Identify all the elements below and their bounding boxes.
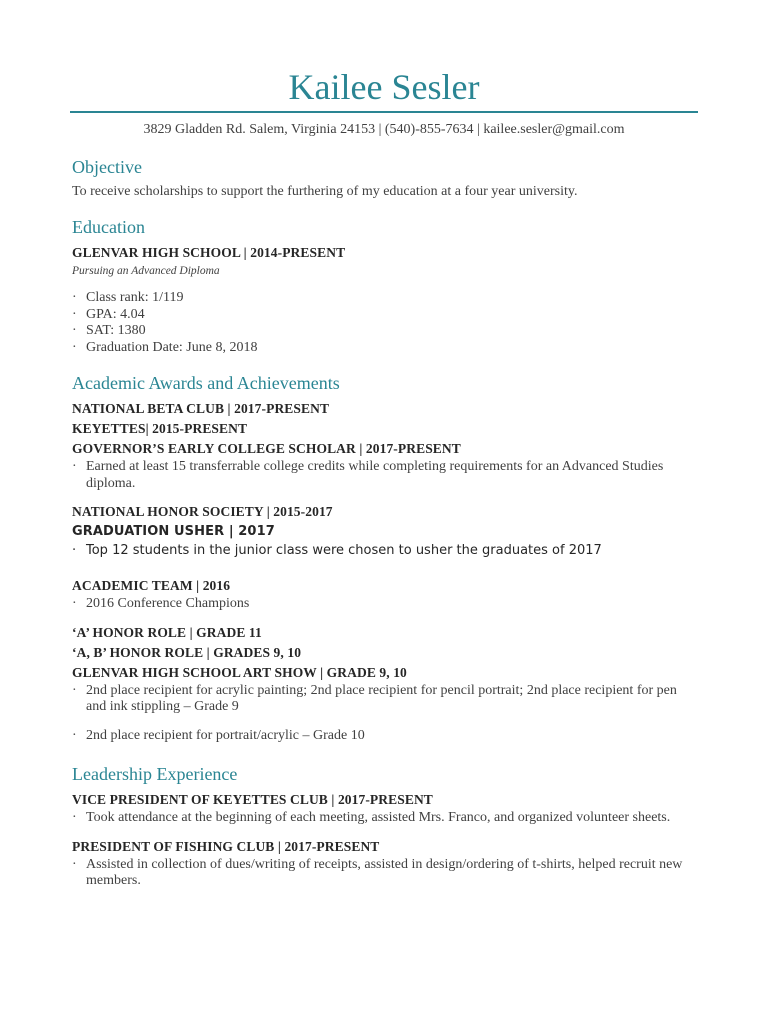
diploma-note: Pursuing an Advanced Diploma [72, 265, 220, 277]
academic-team-details [72, 596, 700, 613]
governor-details [72, 459, 700, 492]
list-item: · GPA: 4.04 [72, 307, 700, 324]
header-divider [70, 111, 698, 113]
awards-heading: Academic Awards and Achievements [72, 373, 340, 393]
award-title: KEYETTES| 2015-PRESENT [72, 421, 248, 436]
award-title: NATIONAL HONOR SOCIETY | 2015-2017 [72, 504, 333, 519]
vp-details [72, 810, 700, 827]
resume-body [72, 155, 700, 890]
role-title: VICE PRESIDENT OF KEYETTES CLUB | 2017-PRESENT [72, 792, 433, 807]
award-title: GRADUATION USHER | 2017 [72, 524, 275, 539]
award-title: GLENVAR HIGH SCHOOL ART SHOW | GRADE 9, 10 [72, 664, 407, 680]
list-item: · Earned at least 15 transferrable college credits while completing requirements for an Advanced Studies diploma. [72, 459, 700, 492]
school-title: GLENVAR HIGH SCHOOL | 2014-PRESENT [72, 245, 346, 260]
art-show-details [72, 683, 700, 745]
award-title: GOVERNOR’S EARLY COLLEGE SCHOLAR | 2017-PRESENT [72, 441, 461, 456]
list-item: · Graduation Date: June 8, 2018 [72, 340, 700, 357]
list-item: · SAT: 1380 [72, 323, 700, 340]
award-title: ‘A, B’ HONOR ROLE | GRADES 9, 10 [72, 644, 302, 660]
list-item: · 2nd place recipient for acrylic painting; 2nd place recipient for pencil portrait; 2nd place recipient for pen and ink stippling – Grade 9 [72, 683, 700, 716]
objective-heading: Objective [72, 157, 142, 177]
award-title: ACADEMIC TEAM | 2016 [72, 578, 231, 593]
leadership-heading: Leadership Experience [72, 764, 238, 784]
list-item: · 2nd place recipient for portrait/acrylic – Grade 10 [72, 728, 700, 745]
contact-line: 3829 Gladden Rd. Salem, Virginia 24153 | (540)-855-7634 | kailee.sesler@gmail.com [143, 122, 625, 137]
list-item: · Top 12 students in the junior class were chosen to usher the graduates of 2017 [72, 542, 700, 560]
fishing-details [72, 857, 700, 890]
education-list [72, 290, 700, 356]
education-heading: Education [72, 217, 145, 237]
list-item: · Took attendance at the beginning of each meeting, assisted Mrs. Franco, and organized volunteer sheets. [72, 810, 700, 827]
list-item: · Class rank: 1/119 [72, 290, 700, 307]
role-title: PRESIDENT OF FISHING CLUB | 2017-PRESENT [72, 838, 380, 854]
award-title: NATIONAL BETA CLUB | 2017-PRESENT [72, 401, 330, 416]
list-item: · Assisted in collection of dues/writing of receipts, assisted in design/ordering of t-shirts, helped recruit new members. [72, 857, 700, 890]
objective-text: To receive scholarships to support the furthering of my education at a four year university. [72, 184, 578, 199]
usher-details [72, 542, 700, 560]
award-title: ‘A’ HONOR ROLE | GRADE 11 [72, 624, 262, 640]
list-item: · 2016 Conference Champions [72, 596, 700, 613]
candidate-name: Kailee Sesler [288, 67, 480, 107]
